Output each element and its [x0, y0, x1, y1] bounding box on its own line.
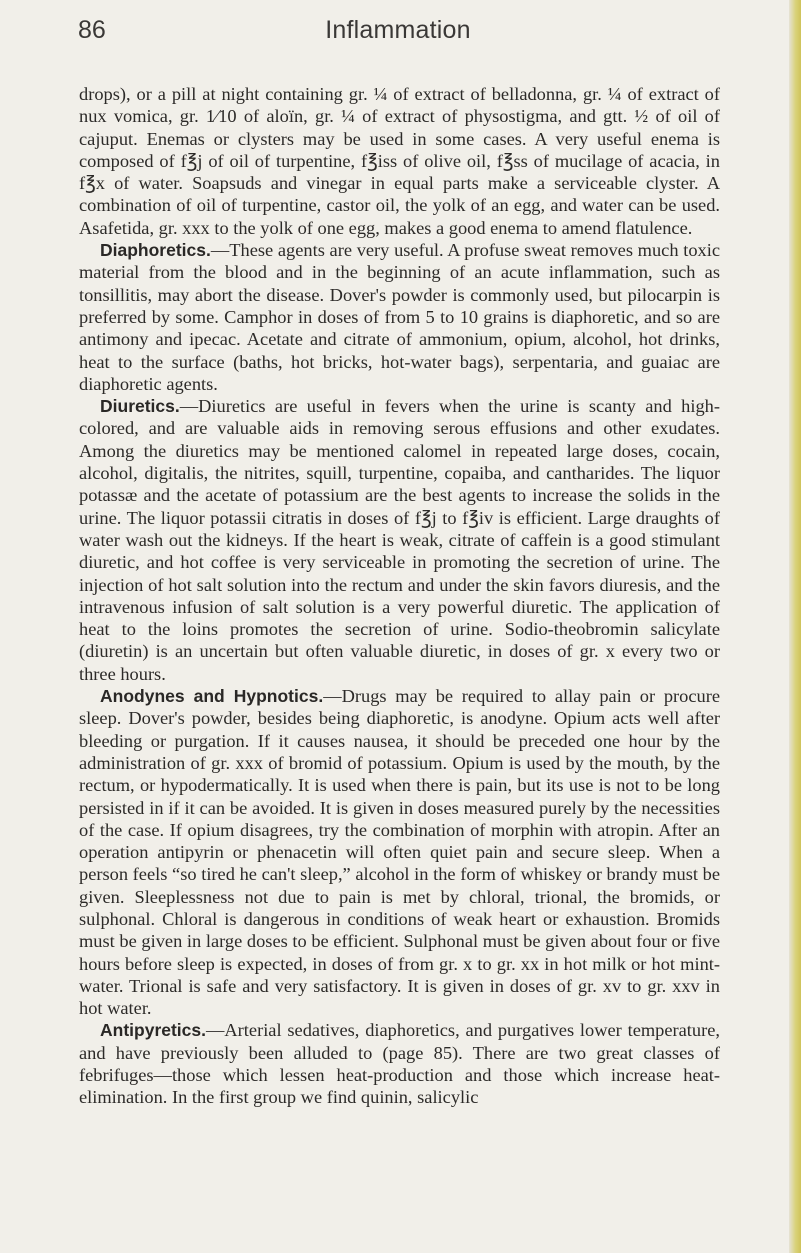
- running-head: Inflammation: [325, 16, 471, 44]
- paragraph-text: —Diuretics are useful in fevers when the urine is scanty and high-colored, and are valuable aids in removing serous effusions and other exudates. Among the diuretics may be mentioned calomel in repeated large doses, cocain, alcohol, digitalis, the nitrites, squill, turpentine, copaiba, and cantharides. The liquor potassæ and the acetate of potassium are the best agents to increase the solids in the urine. The liquor potassii citratis in doses of f℥j to f℥iv is efficient. Large draughts of water wash out the kidneys. If the heart is weak, citrate of caffein is a good stimulant diuretic, and hot coffee is very serviceable in promoting the secretion of urine. The injection of hot salt solution into the rectum and under the skin favors diuresis, and the intravenous infusion of salt solution is a very powerful diuretic. The application of heat to the loins promotes the secretion of urine. Sodio-theobromin salicylate (diuretin) is an uncertain but often valuable diuretic, in doses of gr. x every two or three hours.: [79, 396, 720, 684]
- paragraph-antipyretics: [79, 1019, 720, 1108]
- paragraph-text: —These agents are very useful. A profuse sweat removes much toxic material from the blood and in the beginning of an acute inflammation, such as tonsillitis, may abort the disease. Dover's powder is commonly used, but pilocarpin is preferred by some. Camphor in doses of from 5 to 10 grains is diaphoretic, and so are antimony and ipecac. Acetate and citrate of ammonium, opium, alcohol, hot drinks, heat to the surface (baths, hot bricks, hot-water bags), serpentaria, and guaiac are diaphoretic agents.: [79, 240, 720, 394]
- section-heading-diaphoretics: Diaphoretics.: [100, 240, 211, 261]
- body-text: [79, 83, 720, 1109]
- paragraph-anodynes: [79, 685, 720, 1019]
- page-number: 86: [78, 16, 106, 44]
- section-heading-antipyretics: Antipyretics.: [100, 1020, 206, 1041]
- paragraph-text: —Drugs may be required to allay pain or procure sleep. Dover's powder, besides being diaphoretic, is anodyne. Opium acts well after bleeding or purgation. If it causes nausea, it should be preceded one hour by the administration of gr. xxx of bromid of potassium. Opium is used by the mouth, by the rectum, or hypodermatically. It is used when there is pain, but its use is not to be long persisted in if it can be avoided. It is given in doses measured purely by the necessities of the case. If opium disagrees, try the combination of morphin with atropin. After an operation antipyrin or phenacetin will often quiet pain and secure sleep. When a person feels “so tired he can't sleep,” alcohol in the form of whiskey or brandy must be given. Sleeplessness not due to pain is met by chloral, trional, the bromids, or sulphonal. Chloral is dangerous in conditions of weak heart or exhaustion. Bromids must be given in large doses to be efficient. Sulphonal must be given about four or five hours before sleep is expected, in doses of from gr. x to gr. xx in hot milk or hot mint-water. Trional is safe and very satisfactory. It is given in doses of gr. xv to gr. xxv in hot water.: [79, 686, 721, 1019]
- paragraph-text: —Arterial sedatives, diaphoretics, and purgatives lower temperature, and have previously been alluded to (page 85). There are two great classes of febrifuges—those which lessen heat-production and those which increase heat-elimination. In the first group we find quinin, salicylic: [79, 1020, 720, 1108]
- paragraph-text: drops), or a pill at night containing gr. ¼ of extract of belladonna, gr. ¼ of extract of nux vomica, gr. 1⁄10 of aloïn, gr. ¼ of extract of physostigma, and gtt. ½ of oil of cajuput. Enemas or clysters may be used in some cases. A very useful enema is composed of f℥j of oil of turpentine, f℥iss of olive oil, f℥ss of mucilage of acacia, in f℥x of water. Soapsuds and vinegar in equal parts make a serviceable clyster. A combination of oil of turpentine, castor oil, the yolk of an egg, and water can be used. Asafetida, gr. xxx to the yolk of one egg, makes a good enema to amend flatulence.: [79, 84, 720, 238]
- paragraph-enemas: [79, 83, 720, 239]
- section-heading-anodynes-hypnotics: Anodynes and Hypnotics.: [100, 686, 324, 707]
- page-edge: [789, 0, 801, 1253]
- paragraph-diaphoretics: [79, 239, 720, 395]
- page-header: [78, 16, 718, 52]
- paragraph-diuretics: [79, 395, 720, 685]
- section-heading-diuretics: Diuretics.: [100, 396, 180, 417]
